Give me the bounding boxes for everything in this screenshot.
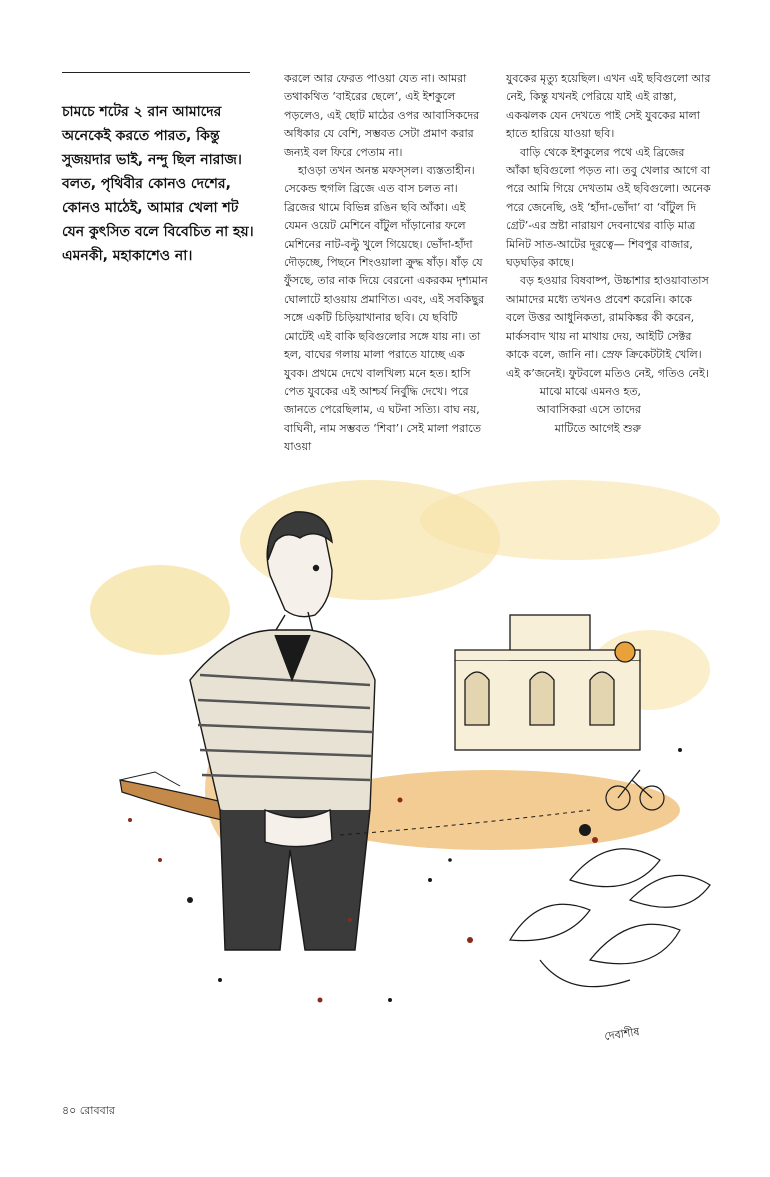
paragraph: বাড়ি থেকে ইশকুলের পথে এই ব্রিজের আঁকা ছবিগুলো পড়ত না। তবু খেলার আগে বা পরে আমি গিয়ে দেখতাম ওই ছবিগুলো। অনেক পরে জেনেছি, ওই ‘হাঁদা-ভোঁদা’ বা ‘বাঁটুল দি গ্রেট’-এর স্রষ্টা নারায়ণ দেবনাথের বাড়ি মাত্র মিনিট সাত-আটের দূরত্বে— শিবপুর বাজার, ঘড়ঘড়ির কাছে। [506, 145, 711, 270]
plant-drawing [510, 849, 710, 987]
paragraph: হাওড়া তখন অনন্ত মফস্সল। ব্যস্ততাহীন। সেকেন্ড হুগলি ব্রিজে এত বাস চলত না। ব্রিজের থামে বিভিন্ন রঙিন ছবি আঁকা। এই যেমন ওয়েট মেশিনে বাঁটুল দাঁড়ানোর ফলে মেশিনের নাট-বল্টু খুলে গিয়েছে। ভোঁদা-হাঁদা দৌড়চ্ছে, পিছনে শিংওয়ালা ক্রুদ্ধ ষাঁড়। ষাঁড় যে ফুঁসছে, তার নাক দিয়ে বেরনো একরকম দৃশ্যমান ঘোলাটে হাওয়ায় প্রমাণিত। এবং, এই সবকিছুর সঙ্গে একটি চিড়িয়াখানার ছবি। যে ছবিটি মোটেই এই বাকি ছবিগুলোর সঙ্গে যায় না। তা হল, বাঘের গলায় মালা পরাতে যাচ্ছে এক যুবক। প্রথমে দেখে বালখিল্য মনে হত। হাসি পেত যুবকের এই আশ্চর্য নির্বুদ্ধি দেখে। পরে জানতে পেরেছিলাম, এ ঘটনা সত্যি। বাঘ নয়, বাঘিনী, নাম সম্ভবত ‘শিবা’। সেই মালা পরাতে যাওয়া [284, 164, 488, 454]
pull-quote-rule [62, 72, 250, 73]
paragraph: মাঝে মাঝে এমনও হত, আবাসিকরা এসে তাদের মাটিতে আগেই শুরু [536, 384, 641, 435]
article-column-2 [506, 70, 711, 438]
page-folio: ৪০ রোববার [62, 1104, 115, 1117]
pull-quote: চামচে শটের ২ রান আমাদের অনেকেই করতে পারত, কিন্তু সুজয়দার ভাই, নন্দু ছিল নারাজ। বলত, পৃথিবীর কোনও দেশের, কোনও মাঠেই, আমার খেলা শট যেন কুৎসিত বলে বিবেচিত না হয়। এমনকী, মহাকাশেও না। [62, 104, 254, 264]
paragraph: বড় হওয়ার বিষবাষ্প, উচ্চাশার হাওয়াবাতাস আমাদের মধ্যে তখনও প্রবেশ করেনি। কাকে বলে উত্তর আধুনিকতা, রামকিঙ্কর কী করেন, মার্কসবাদ খায় না মাথায় দেয়, আইটি সেক্টর কাকে বলে, জানি না। স্রেফ ক্রিকেটটাই খেলি। এই ক’জনেই। ফুটবলে মতিও নেই, গতিও নেই। [506, 274, 709, 380]
article-column-1 [284, 70, 489, 457]
paragraph: করলে আর ফেরত পাওয়া যেত না। আমরা তথাকথিত ‘বাইরের ছেলে’, এই ইশকুলে পড়লেও, এই ছোট মাঠের ওপর আবাসিকদের অধিকার যে বেশি, সম্ভবত সেটা প্রমাণ করার জন্যই বল ফিরে পেতাম না। [284, 72, 480, 159]
house-drawing [455, 615, 640, 750]
artist-signature: দেবাশীষ [603, 1025, 641, 1043]
illustration [70, 480, 760, 1070]
paragraph: যুবকের মৃত্যু হয়েছিল। এখন এই ছবিগুলো আর নেই, কিন্তু যখনই পেরিয়ে যাই এই রাস্তা, একঝলক যেন দেখতে পাই সেই যুবকের মালা হাতে হারিয়ে যাওয়া ছবি। [506, 72, 711, 141]
